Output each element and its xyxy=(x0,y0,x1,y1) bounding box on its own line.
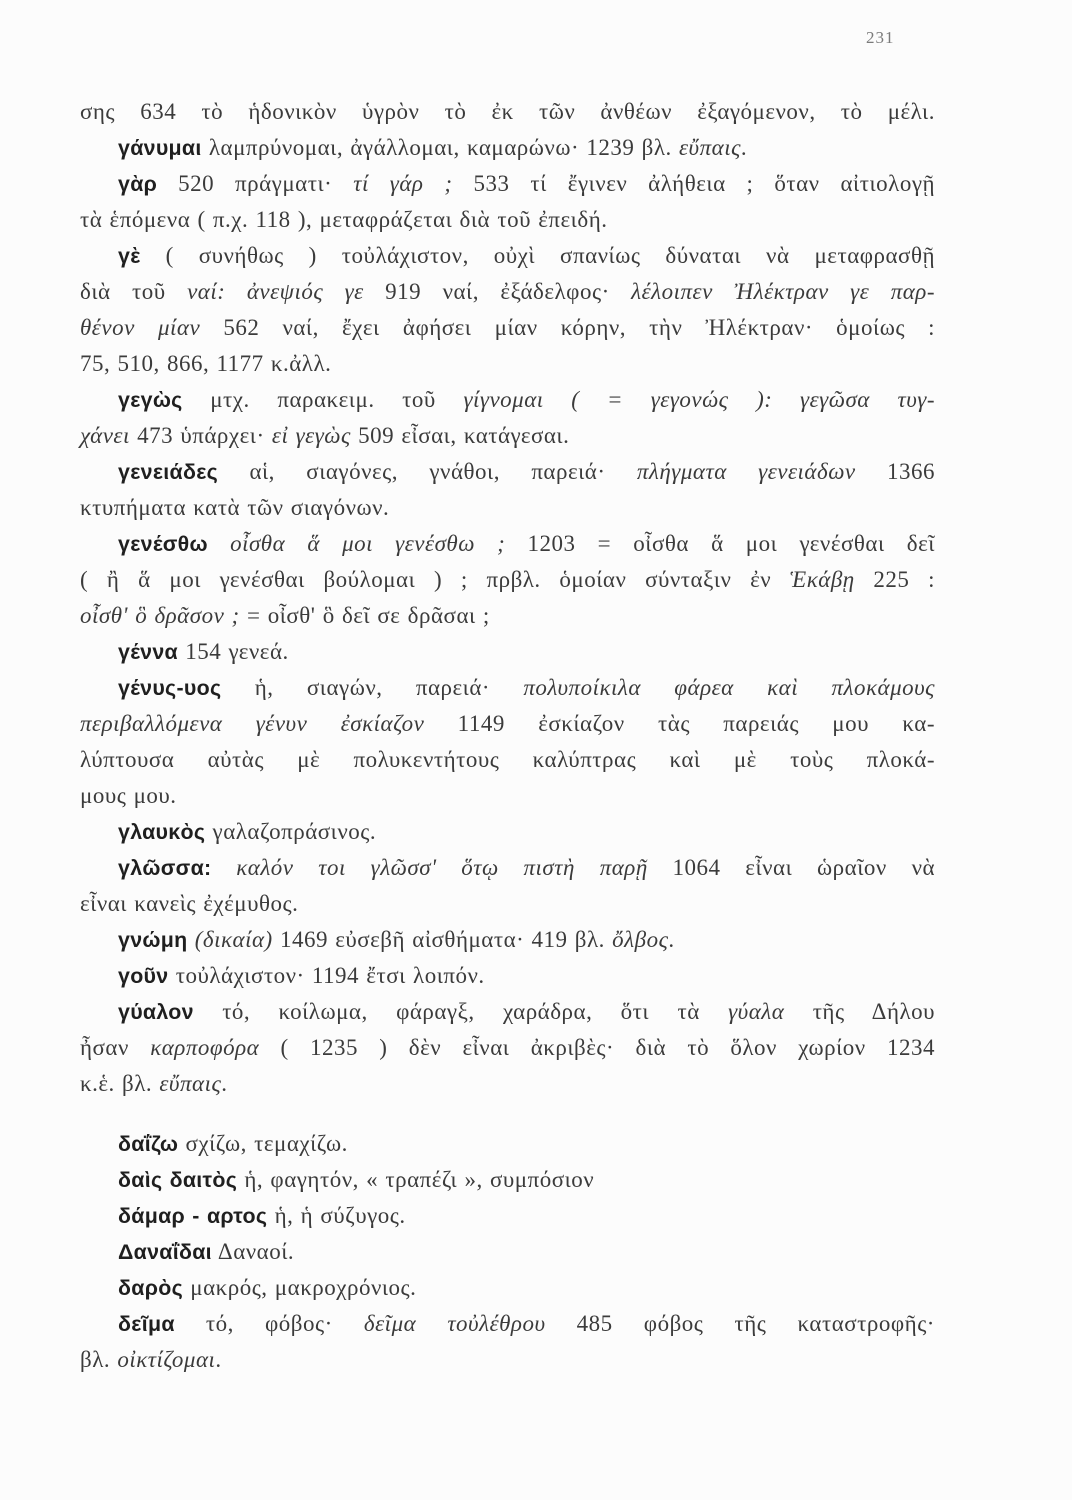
page-number: 231 xyxy=(866,28,895,47)
entry-line xyxy=(80,166,935,202)
headword: Δαναΐδαι xyxy=(118,1240,212,1264)
line-text: διὰ τοῦ xyxy=(80,279,188,304)
entry-line xyxy=(80,130,935,166)
italic-text: ναί: ἀνεψιός γε xyxy=(187,279,364,304)
text-line xyxy=(80,94,935,130)
italic-text: καρποφόρα xyxy=(150,1035,260,1060)
headword: δεῖμα xyxy=(118,1312,175,1336)
line-text: λαμπρύνομαι, ἀγάλλομαι, καμαρώνω· 1239 βλ. xyxy=(201,135,679,160)
line-text: ( ἢ ἅ μοι γενέσθαι βούλομαι ) ; πρβλ. ὁμοίαν σύνταξιν ἐν xyxy=(80,567,790,592)
line-text: 509 εἶσαι, κατάγεσαι. xyxy=(350,423,570,448)
headword: γεγὼς xyxy=(118,388,183,412)
line-text: . xyxy=(740,135,748,160)
line-text: βλ. xyxy=(80,1347,118,1372)
text-line xyxy=(80,274,935,310)
line-text: σης 634 τὸ ἡδονικὸν ὑγρὸν τὸ ἐκ τῶν ἀνθέων ἐξαγόμενον, τὸ μέλι. xyxy=(80,99,935,124)
text-line xyxy=(80,1066,935,1102)
headword: γνώμη xyxy=(118,928,188,952)
line-text: 1366 xyxy=(855,459,936,484)
line-text: Δαναοί. xyxy=(211,1239,295,1264)
line-text: μους μου. xyxy=(80,783,177,808)
headword: γλαυκὸς xyxy=(118,820,206,844)
italic-text: (δικαία) xyxy=(187,927,273,952)
italic-text: θένον μίαν xyxy=(80,315,201,340)
italic-text: ὄλβος xyxy=(612,927,669,952)
line-text: . xyxy=(221,1071,228,1096)
entry-line xyxy=(80,922,935,958)
line-text: 473 ὑπάρχει· xyxy=(129,423,272,448)
text-line xyxy=(80,598,935,634)
entry-line xyxy=(80,1198,935,1234)
line-text: ἡ, σιαγών, παρειά· xyxy=(221,675,524,700)
italic-text: γύαλα xyxy=(728,999,785,1024)
italic-text: εὔπαις xyxy=(678,135,741,160)
text-line xyxy=(80,886,935,922)
entry-line xyxy=(80,958,935,994)
headword: γάνυμαι xyxy=(118,136,202,160)
italic-text: εὔπαις xyxy=(159,1071,222,1096)
headword: γένυς-υος xyxy=(118,676,222,700)
headword: γὰρ xyxy=(118,172,158,196)
text-line xyxy=(80,346,935,382)
entry-line xyxy=(80,1306,935,1342)
section-gamma xyxy=(80,94,935,1102)
line-text: 533 τί ἔγινεν ἀλήθεια ; ὅταν αἰτιολογῇ xyxy=(452,171,936,196)
text-line xyxy=(80,202,935,238)
entry-line xyxy=(80,994,935,1030)
line-text: κ.ἑ. βλ. xyxy=(80,1071,160,1096)
line-text: 1469 εὐσεβῆ αἰσθήματα· 419 βλ. xyxy=(272,927,613,952)
entry-line xyxy=(80,238,935,274)
italic-text: καλόν τοι γλῶσσ' ὅτῳ πιστὴ παρῇ xyxy=(211,855,648,880)
entry-line xyxy=(80,814,935,850)
headword: γέννα xyxy=(118,640,178,664)
italic-text: περιβαλλόμενα γένυν ἐσκίαζον xyxy=(80,711,425,736)
line-text: 225 : xyxy=(854,567,936,592)
entry-line xyxy=(80,1126,935,1162)
headword: δαρὸς xyxy=(118,1276,183,1300)
italic-text: οἶσθ' ὃ δρᾶσον ; xyxy=(80,603,240,628)
line-text: μακρός, μακροχρόνιος. xyxy=(183,1275,417,1300)
line-text: αἱ, σιαγόνες, γνάθοι, παρειά· xyxy=(218,459,637,484)
line-text: τοὐλάχιστον· 1194 ἔτσι λοιπόν. xyxy=(168,963,485,988)
entry-line xyxy=(80,1234,935,1270)
headword: δάμαρ - αρτος xyxy=(118,1204,268,1228)
headword: δαΐζω xyxy=(118,1132,179,1156)
italic-text: τί γάρ ; xyxy=(353,171,453,196)
italic-text: δεῖμα τοὐλέθρου xyxy=(363,1311,546,1336)
text-line xyxy=(80,1342,935,1378)
line-text: ἡ, ἡ σύζυγος. xyxy=(267,1203,406,1228)
italic-text: οἶσθα ἅ μοι γενέσθω ; xyxy=(207,531,506,556)
headword: γενέσθω xyxy=(118,532,208,556)
line-text: 562 ναί, ἔχει ἀφήσει μίαν κόρην, τὴν Ἠλέκτραν· ὁμοίως : xyxy=(200,315,935,340)
entry-line xyxy=(80,454,935,490)
entry-line xyxy=(80,1162,935,1198)
italic-text: πολυποίκιλα φάρεα καὶ πλοκάμους xyxy=(523,675,935,700)
line-text: . xyxy=(668,927,675,952)
headword: δαὶς δαιτὸς xyxy=(118,1168,238,1192)
line-text: σχίζω, τεμαχίζω. xyxy=(178,1131,348,1156)
section-delta xyxy=(80,1126,935,1378)
text-line xyxy=(80,742,935,778)
headword: γοῦν xyxy=(118,964,169,988)
line-text: 154 γενεά. xyxy=(177,639,289,664)
line-text: ἡ, φαγητόν, « τραπέζι », συμπόσιον xyxy=(237,1167,595,1192)
line-text: τὰ ἑπόμενα ( π.χ. 118 ), μεταφράζεται διὰ τοῦ ἐπειδή. xyxy=(80,207,608,232)
italic-text: λέλοιπεν Ἠλέκτραν γε παρ- xyxy=(631,279,936,304)
entry-line xyxy=(80,850,935,886)
italic-text: εἰ γεγὼς xyxy=(271,423,351,448)
line-text: κτυπήματα κατὰ τῶν σιαγόνων. xyxy=(80,495,390,520)
italic-text: γίγνομαι ( = γεγονώς ): γεγῶσα τυγ- xyxy=(463,387,935,412)
line-text: γαλαζοπράσινος. xyxy=(205,819,377,844)
entry-line xyxy=(80,382,935,418)
text-line xyxy=(80,778,935,814)
italic-text: πλήγματα γενειάδων xyxy=(636,459,856,484)
headword: γύαλον xyxy=(118,1000,194,1024)
text-line xyxy=(80,1030,935,1066)
italic-text: οἰκτίζομαι xyxy=(117,1347,216,1372)
entry-line xyxy=(80,526,935,562)
line-text: 485 φόβος τῆς καταστροφῆς· xyxy=(545,1311,935,1336)
italic-text: Ἑκάβῃ xyxy=(789,567,855,592)
entry-line xyxy=(80,1270,935,1306)
line-text: 919 ναί, ἐξάδελφος· xyxy=(363,279,632,304)
text-line xyxy=(80,562,935,598)
entry-line xyxy=(80,634,935,670)
entry-line xyxy=(80,670,935,706)
line-text: εἶναι κανεὶς ἐχέμυθος. xyxy=(80,891,299,916)
line-text: ( συνήθως ) τοὐλάχιστον, οὐχὶ σπανίως δύναται νὰ μεταφρασθῇ xyxy=(140,243,935,268)
line-text: . xyxy=(215,1347,222,1372)
line-text: 1064 εἶναι ὡραῖον νὰ xyxy=(647,855,936,880)
text-line xyxy=(80,418,935,454)
line-text: τῆς Δήλου xyxy=(784,999,936,1024)
headword: γενειάδες xyxy=(118,460,219,484)
line-text: ( 1235 ) δὲν εἶναι ἀκριβὲς· διὰ τὸ ὅλον χωρίον 1234 xyxy=(259,1035,935,1060)
line-text: 1149 ἐσκίαζον τὰς παρειάς μου κα- xyxy=(424,711,935,736)
headword: γὲ xyxy=(118,244,141,268)
text-line xyxy=(80,490,935,526)
text-line xyxy=(80,706,935,742)
text-line xyxy=(80,310,935,346)
headword: γλῶσσα: xyxy=(118,856,212,880)
line-text: μτχ. παρακειμ. τοῦ xyxy=(182,387,464,412)
line-text: 1203 = οἶσθα ἅ μοι γενέσθαι δεῖ xyxy=(505,531,935,556)
line-text: 75, 510, 866, 1177 κ.ἀλλ. xyxy=(80,351,332,376)
line-text: ἦσαν xyxy=(80,1035,151,1060)
line-text: = οἶσθ' ὃ δεῖ σε δρᾶσαι ; xyxy=(239,603,490,628)
line-text: λύπτουσα αὐτὰς μὲ πολυκεντήτους καλύπτρας καὶ μὲ τοὺς πλοκά- xyxy=(80,747,935,772)
italic-text: χάνει xyxy=(80,423,130,448)
line-text: τό, κοίλωμα, φάραγξ, χαράδρα, ὅτι τὰ xyxy=(193,999,729,1024)
line-text: 520 πράγματι· xyxy=(157,171,354,196)
line-text: τό, φόβος· xyxy=(174,1311,364,1336)
